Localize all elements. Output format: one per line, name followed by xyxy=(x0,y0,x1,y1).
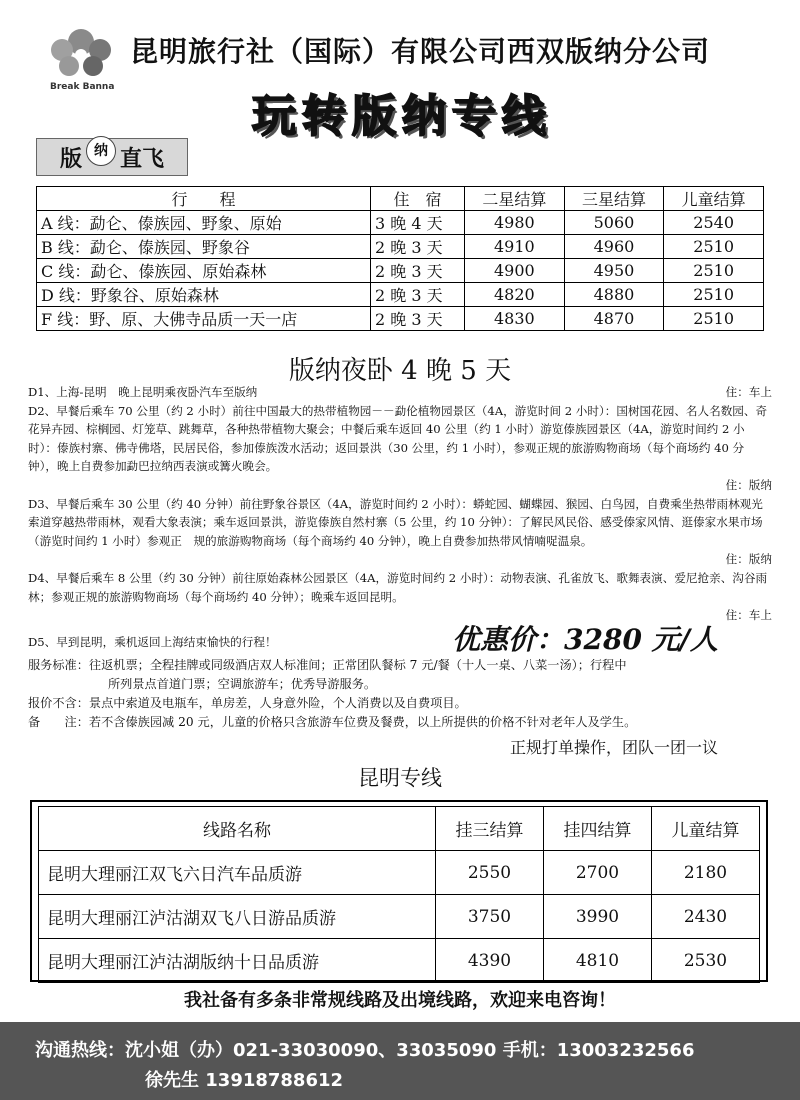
day3-text: D3、早餐后乘车 30 公里（约 40 分钟）前往野象谷景区（4A，游览时间约 2 小时）：蟒蛇园、蝴蝶园、猴园、白鸟园，自费乘坐热带雨林观光索道穿越热带雨林，观看大象表演；乘车返回景洪，游览傣族自然村寨（5 公里，约 10 分钟）：了解民风民俗、感受傣家风情、逛傣家水果市场（游览时间约 1 小时）参观正 规的旅游购物商场（每个商场约 40 分钟），晚上自费参加热带风情喃哫温泉。 xyxy=(28,496,763,548)
operation-note: 正规打单操作，团队一团一议 xyxy=(510,738,719,757)
price-cell: 2540 xyxy=(664,211,764,235)
price-cell: 2510 xyxy=(664,307,764,331)
price-cell: 4980 xyxy=(465,211,565,235)
price-cell: 4950 xyxy=(564,259,664,283)
column-header: 儿童结算 xyxy=(664,187,764,211)
column-header: 行 程 xyxy=(37,187,371,211)
price-cell: 2430 xyxy=(652,895,760,939)
company-logo xyxy=(36,22,126,102)
banna-route-table xyxy=(36,186,764,331)
price-cell: 4910 xyxy=(465,235,565,259)
price-cell: 4390 xyxy=(436,939,544,983)
hotline-line-2: 徐先生 13918788612 xyxy=(145,1070,344,1091)
route-cell: A 线：勐仑、傣族园、野象、原始 xyxy=(37,211,371,235)
route-cell: 昆明大理丽江泸沽湖版纳十日品质游 xyxy=(39,939,436,983)
day2-stay-row xyxy=(28,476,772,495)
day3-stay: 住：版纳 xyxy=(725,552,772,567)
price-cell: 3750 xyxy=(436,895,544,939)
consult-message: 我社备有多条非常规线路及出境线路，欢迎来电咨询！ xyxy=(184,990,616,1011)
price-cell: 4870 xyxy=(564,307,664,331)
column-header: 挂四结算 xyxy=(544,807,652,851)
table-row xyxy=(37,259,764,283)
stay-cell: 2 晚 3 天 xyxy=(371,283,465,307)
price-cell: 2180 xyxy=(652,851,760,895)
kunming-route-table xyxy=(38,806,760,983)
table-row xyxy=(39,851,760,895)
day3-stay-row xyxy=(28,550,772,569)
table-row xyxy=(37,283,764,307)
table-header-row xyxy=(37,187,764,211)
table-row xyxy=(37,235,764,259)
table-row xyxy=(39,895,760,939)
column-header: 二星结算 xyxy=(465,187,565,211)
service-standard-cont: 所列景点首道门票；空调旅游车；优秀导游服务。 xyxy=(108,677,377,691)
price-cell: 2700 xyxy=(544,851,652,895)
service-standard: 服务标准：往返机票；全程挂牌或同级酒店双人标准间；正常团队餐标 7 元/餐（十人一桌、八菜一汤）；行程中 xyxy=(28,658,627,672)
day1-text: D1、上海-昆明 晚上昆明乘夜卧汽车至版纳 xyxy=(28,385,258,399)
price-exclusions: 报价不含：景点中索道及电瓶车，单房差，人身意外险，个人消费以及自费项目。 xyxy=(28,696,467,710)
stay-cell: 2 晚 3 天 xyxy=(371,235,465,259)
day1-row xyxy=(28,383,772,402)
price-cell: 4880 xyxy=(564,283,664,307)
day2-text: D2、早餐后乘车 70 公里（约 2 小时）前往中国最大的热带植物园－－勐伦植物园景区（4A，游览时间 2 小时）：国树国花园、名人名数园、奇花异卉园、棕榈园、灯笼草、跳舞草，各种热带植物大聚会；中餐后乘车返回 40 公里（约 1 小时）游览傣族园景区（4A，游览时间约 2 小时）：傣族村寨、佛寺佛塔，民居民俗，参加傣族泼水活动；返回景洪（30 公里，约 1 小时），参观正规的旅游购物商场（每个商场约 40 分钟），晚上自费参加勐巴拉纳西表演或篝火晚会。 xyxy=(28,403,768,474)
hotline-line-1: 沟通热线：沈小姐（办）021-33030090、33035090 手机：13003232566 xyxy=(35,1040,695,1061)
column-header: 住 宿 xyxy=(371,187,465,211)
price-cell: 2530 xyxy=(652,939,760,983)
column-header: 线路名称 xyxy=(39,807,436,851)
notes xyxy=(28,656,788,732)
price-cell: 2510 xyxy=(664,259,764,283)
special-price: 优惠价：3280 元/人 xyxy=(452,623,718,656)
nonstop-mid: 纳 xyxy=(86,136,116,166)
stay-cell: 3 晚 4 天 xyxy=(371,211,465,235)
promo-title: 玩转版纳专线 xyxy=(252,91,552,142)
remarks: 备 注：若不含傣族园减 20 元，儿童的价格只含旅游车位费及餐费，以上所提供的价格不针对老年人及学生。 xyxy=(28,715,637,729)
nonstop-right: 直飞 xyxy=(120,145,165,172)
logo-text: Break Banna xyxy=(50,82,115,92)
route-cell: 昆明大理丽江双飞六日汽车品质游 xyxy=(39,851,436,895)
kunming-title: 昆明专线 xyxy=(358,766,442,790)
column-header: 三星结算 xyxy=(564,187,664,211)
price-cell: 4900 xyxy=(465,259,565,283)
price-cell: 4830 xyxy=(465,307,565,331)
table-row xyxy=(37,307,764,331)
price-cell: 2550 xyxy=(436,851,544,895)
price-cell: 4810 xyxy=(544,939,652,983)
day1-stay: 住：车上 xyxy=(725,385,772,399)
flower-logo-icon xyxy=(36,22,126,86)
route-cell: C 线：勐仑、傣族园、原始森林 xyxy=(37,259,371,283)
price-cell: 2510 xyxy=(664,283,764,307)
night-bus-title: 版纳夜卧 4 晚 5 天 xyxy=(288,356,512,386)
table-row xyxy=(37,211,764,235)
table-row xyxy=(39,939,760,983)
day5-text: D5、早到昆明，乘机返回上海结束愉快的行程！ xyxy=(28,634,277,649)
day4-stay: 住：车上 xyxy=(725,608,772,623)
kunming-table-frame xyxy=(30,800,768,982)
route-cell: F 线：野、原、大佛寺品质一天一店 xyxy=(37,307,371,331)
price-cell: 3990 xyxy=(544,895,652,939)
nonstop-flight-badge xyxy=(36,138,188,176)
stay-cell: 2 晚 3 天 xyxy=(371,259,465,283)
day4-text: D4、早餐后乘车 8 公里（约 30 分钟）前往原始森林公园景区（4A，游览时间约 2 小时）：动物表演、孔雀放飞、歌舞表演、爱尼抢亲、沟谷雨林；参观正规的旅游购物商场（每个商场约 40 分钟）；晚乘车返回昆明。 xyxy=(28,570,768,604)
table-header-row xyxy=(39,807,760,851)
column-header: 挂三结算 xyxy=(436,807,544,851)
company-name: 昆明旅行社（国际）有限公司西双版纳分公司 xyxy=(130,35,711,68)
price-cell: 4820 xyxy=(465,283,565,307)
price-cell: 5060 xyxy=(564,211,664,235)
day2-stay: 住：版纳 xyxy=(725,477,772,492)
price-cell: 2510 xyxy=(664,235,764,259)
stay-cell: 2 晚 3 天 xyxy=(371,307,465,331)
route-cell: B 线：勐仑、傣族园、野象谷 xyxy=(37,235,371,259)
nonstop-left: 版 xyxy=(59,145,82,172)
route-cell: 昆明大理丽江泸沽湖双飞八日游品质游 xyxy=(39,895,436,939)
hotline-footer xyxy=(0,1022,800,1100)
column-header: 儿童结算 xyxy=(652,807,760,851)
itinerary xyxy=(28,383,772,651)
price-cell: 4960 xyxy=(564,235,664,259)
route-cell: D 线：野象谷、原始森林 xyxy=(37,283,371,307)
